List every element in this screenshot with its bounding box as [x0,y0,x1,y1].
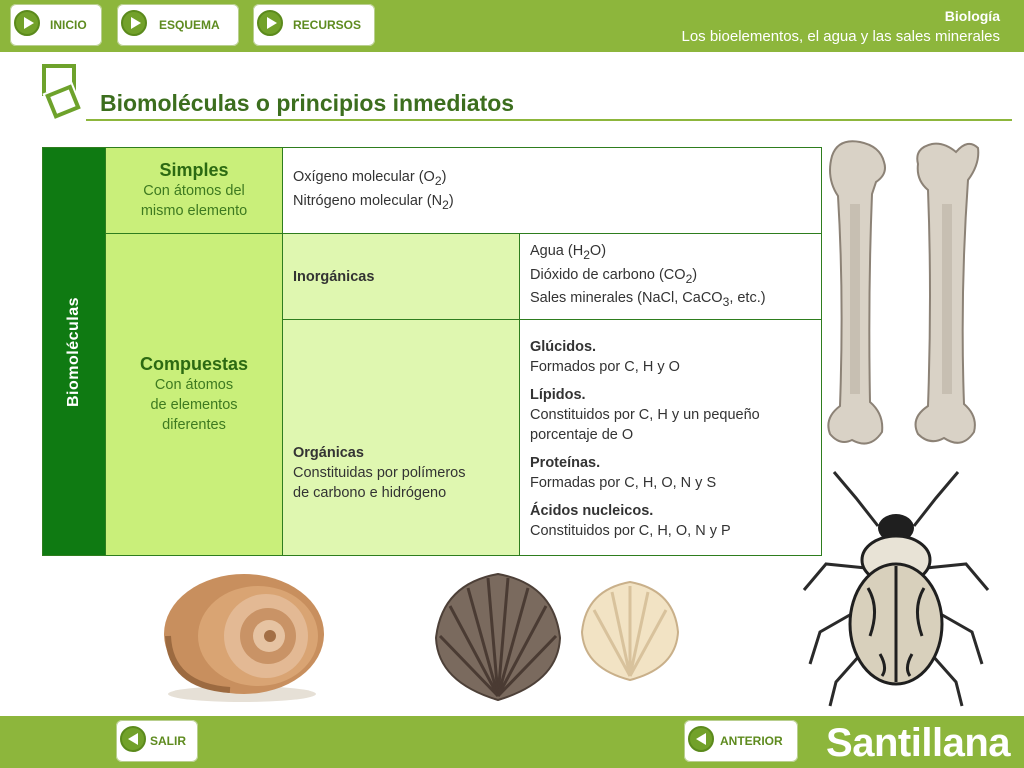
group-desc: Constituidos por C, H, O, N y P [530,522,731,539]
group-name: Glúcidos. [530,338,597,355]
scallop-shell-dark-image [428,566,568,706]
inorganic-item: Dióxido de carbono $(CO_2)$ [530,266,698,286]
recursos-button[interactable] [253,4,375,46]
inorganicas-label: Inorgánicas [293,268,375,285]
inorganic-item: Sales minerales (NaCl, CaCO$_3$, etc.) [530,290,766,310]
subject-title: Biología [944,8,1000,24]
compuestas-desc-3: diferentes [162,417,226,433]
femur-bones-image [818,134,1008,454]
organicas-groups-cell [520,320,822,556]
beetle-image [796,468,996,708]
salir-label: SALIR [150,734,186,748]
brand-logo: Santillana [826,721,1010,765]
compuestas-desc-2: de elementos [150,397,238,413]
inorganicas-items-cell [520,234,822,320]
snail-shell-image [150,566,330,706]
simples-item: Nitrógeno molecular $(N_2)$ [293,192,454,212]
salir-button[interactable] [116,720,198,762]
simples-desc-1: Con átomos del [143,183,245,199]
simples-cell [106,148,283,234]
inicio-label: INICIO [50,18,87,32]
group-desc: Constituidos por C, H y un pequeño porcentaje de O [530,406,760,443]
organic-group [530,337,811,377]
organic-group [530,453,811,493]
back-arrow-icon [120,726,146,752]
organicas-desc-1: Constituidas por polímeros [293,464,466,481]
organic-group [530,385,811,445]
organicas-desc-2: de carbono e hidrógeno [293,484,447,501]
simples-items-cell [283,148,822,234]
title-decoration-icon [36,64,88,120]
esquema-button[interactable] [117,4,239,46]
organicas-label: Orgánicas [293,444,364,461]
recursos-label: RECURSOS [293,18,362,32]
biomolecules-table [42,147,822,556]
organic-group [530,501,811,541]
back-arrow-icon [688,726,714,752]
inicio-button[interactable] [10,4,102,46]
anterior-label: ANTERIOR [720,734,783,748]
organicas-cell [283,320,520,556]
page-title: Biomoléculas o principios inmediatos [100,90,515,116]
subject-header [681,8,1000,45]
simples-title: Simples [159,160,229,180]
group-desc: Formadas por C, H, O, N y S [530,474,717,491]
bottom-bar [0,716,1024,768]
play-icon [257,10,283,36]
group-desc: Formados por C, H y O [530,358,680,375]
unit-title: Los bioelementos, el agua y las sales minerales [681,28,1000,45]
simples-item: Oxígeno molecular $(O_2)$ [293,168,447,188]
group-name: Proteínas. [530,454,601,471]
inorganicas-cell [283,234,520,320]
compuestas-desc-1: Con átomos [154,377,234,393]
play-icon [121,10,147,36]
top-bar [0,0,1024,52]
play-icon [14,10,40,36]
anterior-button[interactable] [684,720,798,762]
simples-desc-2: mismo elemento [140,203,248,219]
scallop-shell-light-image [574,576,686,686]
compuestas-title: Compuestas [139,354,249,374]
inorganic-item: Agua $(H_2O)$ [530,242,607,262]
side-label: Biomoléculas [65,296,82,407]
side-label-cell [43,148,106,556]
group-name: Ácidos nucleicos. [530,502,654,519]
esquema-label: ESQUEMA [159,18,220,32]
compuestas-cell [106,234,283,556]
group-name: Lípidos. [530,386,586,403]
title-row [86,90,1012,121]
